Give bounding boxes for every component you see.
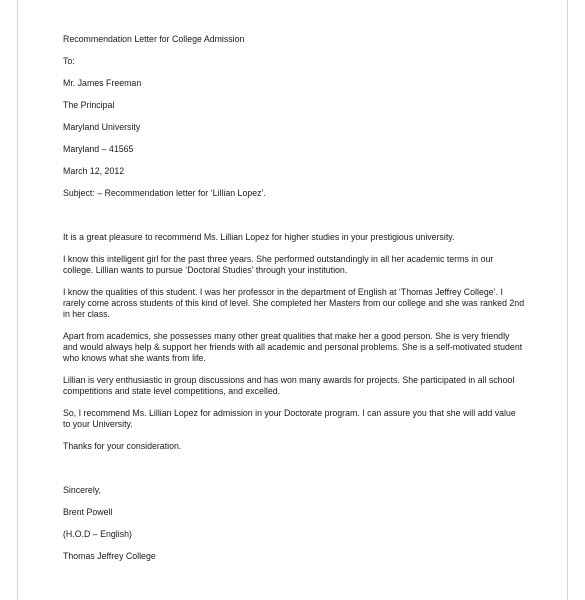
letter-subject: Subject: – Recommendation letter for ‘Lillian Lopez’. [63, 188, 266, 198]
to-label: To: [63, 56, 75, 66]
letter-body [63, 34, 525, 562]
recipient-org: Maryland University [63, 122, 141, 132]
letter-title: Recommendation Letter for College Admission [63, 34, 245, 44]
paragraph: It is a great pleasure to recommend Ms. Lillian Lopez for higher studies in your prestigious university. [63, 232, 455, 242]
paragraph: I know the qualities of this student. I was her professor in the department of English at ‘Thomas Jeffrey College’. I rarely come across students of this kind of level. She completed her Masters from our college and she was ranked 2nd in her class. [63, 287, 525, 319]
closing: Sincerely, [63, 485, 101, 495]
signer-title: (H.O.D – English) [63, 529, 132, 539]
letter-date: March 12, 2012 [63, 166, 125, 176]
signer-org: Thomas Jeffrey College [63, 551, 156, 561]
paragraph: So, I recommend Ms. Lillian Lopez for admission in your Doctorate program. I can assure you that she will add value to your University. [63, 408, 516, 429]
recipient-address: Maryland – 41565 [63, 144, 134, 154]
page-border-right [567, 0, 568, 600]
paragraph: Thanks for your consideration. [63, 441, 182, 451]
page-border-left [17, 0, 18, 600]
recipient-title: The Principal [63, 100, 115, 110]
signer-name: Brent Powell [63, 507, 113, 517]
paragraph: Apart from academics, she possesses many other great qualities that make her a good person. She is very friendly and would always help & support her friends with all academic and personal problems. She is a self-motivated student who knows what she wants from life. [63, 331, 523, 363]
paragraph: Lillian is very enthusiastic in group discussions and has won many awards for projects. She participated in all school competitions and state level competitions, and excelled. [63, 375, 515, 396]
recipient-name: Mr. James Freeman [63, 78, 142, 88]
paragraph: I know this intelligent girl for the past three years. She performed outstandingly in all her academic terms in our college. Lillian wants to pursue ‘Doctoral Studies’ through your institution. [63, 254, 494, 275]
